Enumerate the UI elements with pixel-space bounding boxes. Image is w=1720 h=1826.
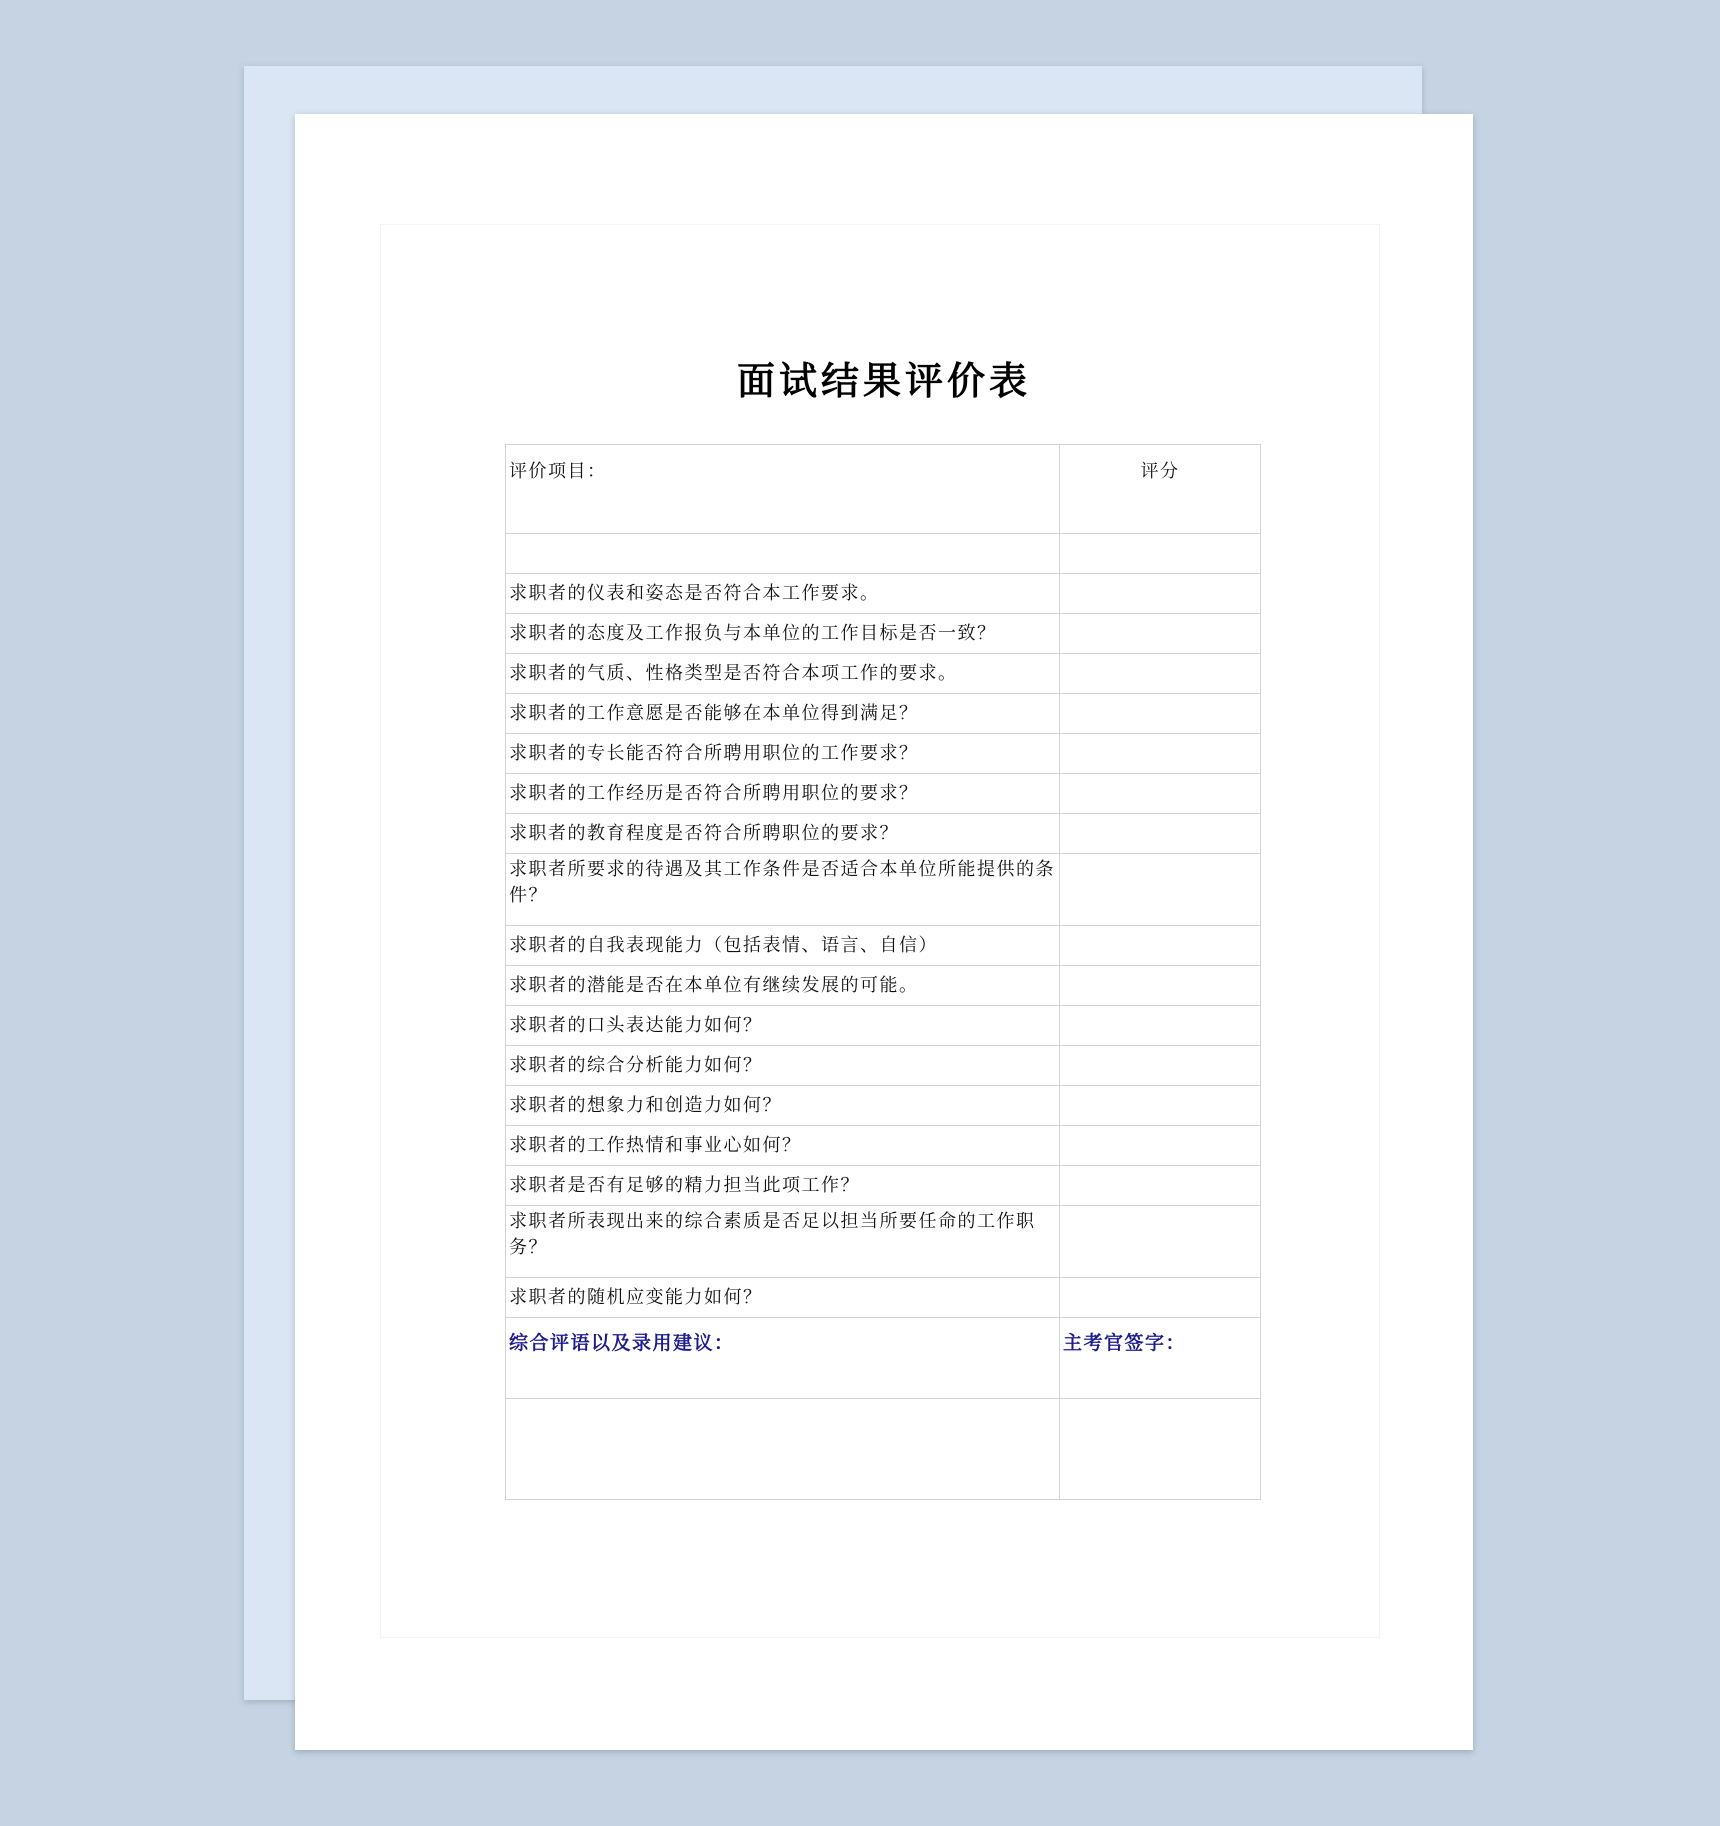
- item-label: 求职者所表现出来的综合素质是否足以担当所要任命的工作职务？: [506, 1206, 1060, 1278]
- score-column-header: 评分: [1060, 445, 1261, 534]
- score-cell[interactable]: [1060, 1006, 1261, 1046]
- item-label: 求职者的综合分析能力如何？: [506, 1046, 1060, 1086]
- table-row: [506, 1006, 1261, 1046]
- score-cell[interactable]: [1060, 654, 1261, 694]
- comment-row: [506, 1399, 1261, 1500]
- item-label: 求职者的口头表达能力如何？: [506, 1006, 1060, 1046]
- item-label: 求职者的工作意愿是否能够在本单位得到满足？: [506, 694, 1060, 734]
- table-row: [506, 614, 1261, 654]
- summary-label: 综合评语以及录用建议：: [506, 1318, 1060, 1399]
- item-label: 求职者的气质、性格类型是否符合本项工作的要求。: [506, 654, 1060, 694]
- table-row: [506, 734, 1261, 774]
- score-cell[interactable]: [1060, 574, 1261, 614]
- score-cell[interactable]: [1060, 694, 1261, 734]
- item-label: 求职者的态度及工作报负与本单位的工作目标是否一致？: [506, 614, 1060, 654]
- table-row: [506, 1086, 1261, 1126]
- table-row: [506, 654, 1261, 694]
- score-cell[interactable]: [1060, 1086, 1261, 1126]
- table-row: [506, 774, 1261, 814]
- score-cell[interactable]: [1060, 734, 1261, 774]
- table-row: [506, 534, 1261, 574]
- document-page: [295, 114, 1473, 1750]
- item-label: 求职者所要求的待遇及其工作条件是否适合本单位所能提供的条件？: [506, 854, 1060, 926]
- table-row: [506, 1206, 1261, 1278]
- signature-input-cell[interactable]: [1060, 1399, 1261, 1500]
- score-cell[interactable]: [1060, 1046, 1261, 1086]
- table-row: [506, 854, 1261, 926]
- score-cell[interactable]: [1060, 534, 1261, 574]
- score-cell[interactable]: [1060, 614, 1261, 654]
- score-cell[interactable]: [1060, 1126, 1261, 1166]
- item-label: 求职者的专长能否符合所聘用职位的工作要求？: [506, 734, 1060, 774]
- summary-row: [506, 1318, 1261, 1399]
- signature-label: 主考官签字：: [1060, 1318, 1261, 1399]
- score-cell[interactable]: [1060, 926, 1261, 966]
- table-row: [506, 814, 1261, 854]
- score-cell[interactable]: [1060, 966, 1261, 1006]
- table-row: [506, 1126, 1261, 1166]
- score-cell[interactable]: [1060, 814, 1261, 854]
- table-row: [506, 1278, 1261, 1318]
- table-row: [506, 966, 1261, 1006]
- item-label: 求职者的教育程度是否符合所聘职位的要求？: [506, 814, 1060, 854]
- table-row: [506, 694, 1261, 734]
- table-row: [506, 1046, 1261, 1086]
- item-label: 求职者的工作经历是否符合所聘用职位的要求？: [506, 774, 1060, 814]
- item-label: 求职者的自我表现能力（包括表情、语言、自信）: [506, 926, 1060, 966]
- page-title: 面试结果评价表: [736, 358, 1031, 403]
- item-label: 求职者的工作热情和事业心如何？: [506, 1126, 1060, 1166]
- comment-input-cell[interactable]: [506, 1399, 1060, 1500]
- score-cell[interactable]: [1060, 1278, 1261, 1318]
- score-cell[interactable]: [1060, 774, 1261, 814]
- item-label: 求职者的潜能是否在本单位有继续发展的可能。: [506, 966, 1060, 1006]
- table-row: [506, 926, 1261, 966]
- score-cell[interactable]: [1060, 854, 1261, 926]
- blank-cell[interactable]: [506, 534, 1060, 574]
- item-column-header: 评价项目：: [506, 445, 1060, 534]
- evaluation-table: [505, 444, 1261, 1500]
- item-label: 求职者的随机应变能力如何？: [506, 1278, 1060, 1318]
- item-label: 求职者的仪表和姿态是否符合本工作要求。: [506, 574, 1060, 614]
- item-label: 求职者的想象力和创造力如何？: [506, 1086, 1060, 1126]
- table-header-row: [506, 445, 1261, 534]
- score-cell[interactable]: [1060, 1206, 1261, 1278]
- score-cell[interactable]: [1060, 1166, 1261, 1206]
- item-label: 求职者是否有足够的精力担当此项工作？: [506, 1166, 1060, 1206]
- table-row: [506, 1166, 1261, 1206]
- table-row: [506, 574, 1261, 614]
